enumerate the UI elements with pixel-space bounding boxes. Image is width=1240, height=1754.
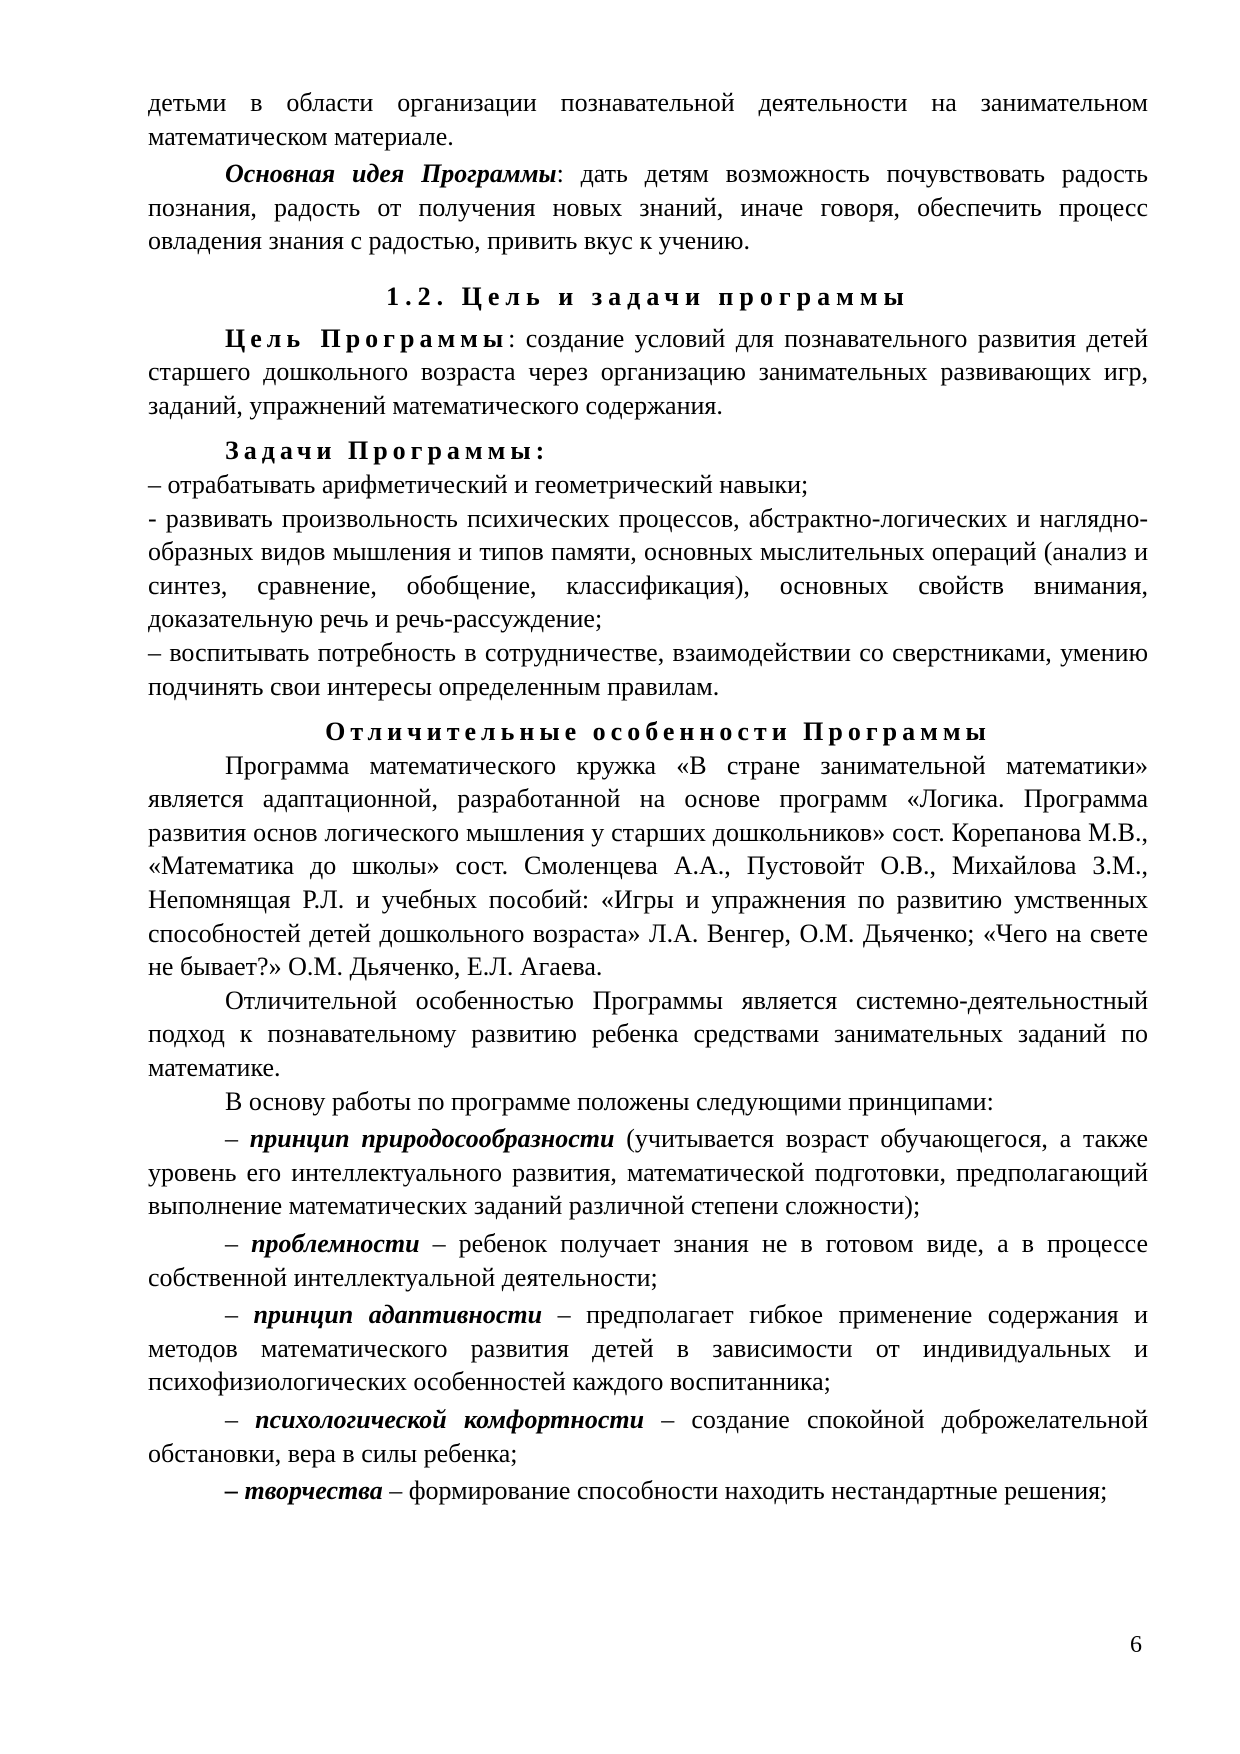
principle-item: – принцип адаптивности – предполагает гибкое применение содержания и методов математического развития детей в зависимости от индивидуальных и психофизиологических особенностей каждого воспитанника;	[148, 1300, 1149, 1397]
tasks-heading: Задачи Программы:	[225, 436, 550, 466]
page-number: 6	[1130, 1632, 1142, 1658]
principle-item: – принцип природосообразности (учитывается возраст обучающегося, а также уровень его интеллектуального развития, математической подготовки, предполагающий выполнение математических заданий различной степени сложности);	[148, 1124, 1148, 1221]
principle-term: творчества	[244, 1476, 383, 1506]
features-paragraph-2: Отличительной особенностью Программы является системно-деятельностный подход к познавательному развитию ребенка средствами занимательных заданий по математике.	[148, 985, 1148, 1083]
principle-item: – проблемности – ребенок получает знания не в готовом виде, а в процессе собственной интеллектуальной деятельности;	[148, 1229, 1149, 1292]
principle-term: психологической комфортности	[255, 1404, 645, 1434]
features-paragraph-3: В основу работы по программе положены следующими принципами:	[225, 1086, 994, 1116]
principle-term: принцип адаптивности	[253, 1300, 543, 1330]
section-heading: 1.2. Цель и задачи программы	[386, 281, 910, 311]
features-heading: Отличительные особенности Программы	[325, 717, 991, 747]
task-item: – отрабатывать арифметический и геометрический навыки;	[148, 469, 809, 499]
document-page	[148, 86, 1148, 1508]
intro-paragraph: детьми в области организации познавательной деятельности на занимательном математическом материале.	[148, 88, 1148, 151]
principle-term: проблемности	[251, 1229, 420, 1258]
features-paragraph-1: Программа математического кружка «В стране занимательной математики» является адаптационной, разработанной на основе программ «Логика. Программа развития основ логического мышления у старших дошкольников» сост. Корепанова М.В., «Математика до школы» сост. Смоленцева А.А., Пустовойт О.В., Михайлова З.М., Непомнящая Р.Л. и учебных пособий: «Игры и упражнения по развитию умственных способностей детей дошкольного возраста» Л.А. Венгер, О.М. Дьяченко; «Чего на свете не бывает?» О.М. Дьяченко, Е.Л. Агаева.	[148, 750, 1148, 982]
goal-paragraph: Цель Программы: создание условий для познавательного развития детей старшего дошкольного возраста через организацию занимательных развивающих игр, заданий, упражнений математического содержания.	[148, 323, 1148, 420]
task-item: – воспитывать потребность в сотрудничестве, взаимодействии со сверстниками, умению подчинять свои интересы определенным правилам.	[148, 637, 1148, 701]
principle-item: – творчества – формирование способности находить нестандартные решения;	[225, 1476, 1108, 1506]
goal-label: Цель Программы	[225, 323, 509, 353]
principle-term: принцип природосообразности	[249, 1124, 615, 1154]
main-idea-paragraph: Основная идея Программы: дать детям возможность почувствовать радость познания, радость от получения новых знаний, иначе говоря, обеспечить процесс овладения знания с радостью, привить вкус к учению.	[148, 159, 1148, 256]
main-idea-label: Основная идея Программы	[225, 159, 557, 189]
principle-item: – психологической комфортности – создание спокойной доброжелательной обстановки, вера в силы ребенка;	[148, 1404, 1148, 1468]
task-item: - развивать произвольность психических процессов, абстрактно-логических и наглядно-образных видов мышления и типов памяти, основных мыслительных операций (анализ и синтез, сравнение, обобщение, классификация), основных свойств внимания, доказательную речь и речь-рассуждение;	[148, 503, 1148, 634]
